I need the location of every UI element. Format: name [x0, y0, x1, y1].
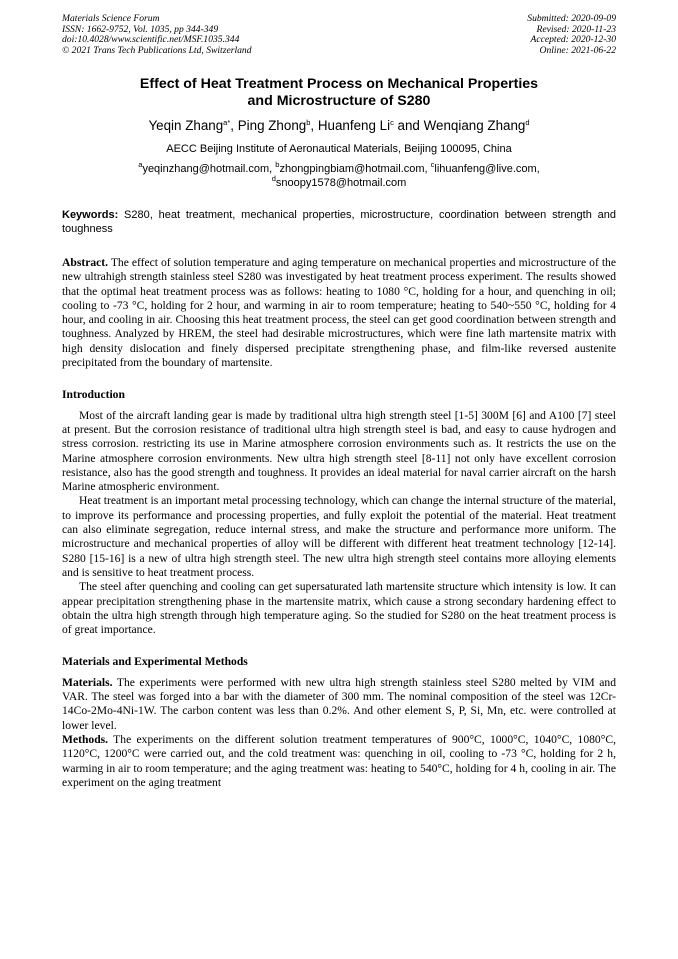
- author-4: Wenqiang Zhang: [423, 118, 526, 133]
- materials-paragraph: [62, 676, 616, 733]
- intro-paragraph-3: The steel after quenching and cooling can get supersaturated lath martensite structure which intensity is low. It can appear precipitation strengthening phase in the martensite matrix, which cause a strong secondary hardening effect to obtain the ultra high strength through high temperature aging. So the studied for S280 on the heat treatment process is of great importance.: [62, 580, 616, 637]
- email-d[interactable]: snoopy1578@hotmail.com: [275, 177, 407, 189]
- methods-heading: Materials and Experimental Methods: [62, 655, 248, 669]
- submitted-date: Submitted: 2020-09-09: [527, 13, 616, 24]
- paper-title: [62, 76, 616, 110]
- methods-paragraph: [62, 733, 616, 790]
- title-line-1: Effect of Heat Treatment Process on Mechanical Properties: [139, 76, 539, 92]
- online-date: Online: 2021-06-22: [539, 44, 616, 56]
- email-c[interactable]: lihuanfeng@live.com,: [434, 163, 540, 175]
- author-2-sup: b: [306, 118, 311, 127]
- author-4-sup: d: [525, 118, 530, 127]
- journal-info: [62, 14, 252, 56]
- author-sep: ,: [310, 118, 318, 133]
- accepted-date: Accepted: 2020-12-30: [530, 34, 616, 45]
- methods-text: The experiments on the different solution treatment temperatures of 900°C, 1000°C, 1040°C, 1080°C, 1120°C, 1200°C were carried out, and the cold treatment was: quenching in oil, cooling to -73 °C, holding for 2 h, warming in air to room temperature; and the aging treatment was: heating to 540°C, holding for 4 h, cooling in air. The experiment on the aging treatment: [62, 732, 616, 789]
- email-a[interactable]: yeqinzhang@hotmail.com,: [142, 163, 276, 175]
- keywords-text: S280, heat treatment, mechanical properties, microstructure, coordination between strength and toughness: [62, 209, 616, 235]
- materials-label: Materials.: [62, 675, 113, 689]
- author-3-sup: c: [390, 118, 394, 127]
- author-2: Ping Zhong: [237, 118, 307, 133]
- keywords: [62, 208, 616, 236]
- doi-line: doi:10.4028/www.scientific.net/MSF.1035.344: [62, 34, 240, 45]
- title-line-2: and Microstructure of S280: [247, 93, 431, 109]
- author-emails: [62, 162, 616, 190]
- email-b-sup: b: [275, 160, 280, 169]
- email-d-sup: d: [271, 174, 276, 183]
- keywords-label: Keywords:: [62, 209, 119, 221]
- author-1: Yeqin Zhang: [148, 118, 224, 133]
- abstract-label: Abstract.: [62, 256, 109, 269]
- introduction-section: [62, 409, 616, 638]
- publication-dates: [527, 14, 616, 56]
- abstract-text: The effect of solution temperature and aging temperature on mechanical properties and microstructure of the new ultrahigh strength stainless steel S280 was investigated by heat treatment process experiment. The results showed that the optimal heat treatment process was as follows: heating to 1080 °C, holding for a hour, and quenching in oil; cooling to -73 °C, holding for 2 hour, and warming in air to room temperature; heating to 540~550 °C, holding for 4 hour, and cooling in air. Choosing this heat treatment process, the steel can get good coordination between strength and toughness. Analyzed by HREM, the steel had desirable microstructures, which were fine lath martensite matrix with high density dislocation and finely dispersed precipitate strengthening phase, and film-like reversed austenite precipitated from the boundary of martensite.: [62, 256, 616, 370]
- author-list: [62, 117, 616, 134]
- abstract: [62, 256, 616, 370]
- journal-header: [62, 14, 616, 56]
- email-a-sup: a: [138, 160, 143, 169]
- materials-text: The experiments were performed with new ultra high strength stainless steel S280 melted by VIM and VAR. The steel was forged into a bar with the diameter of 300 mm. The nominal composition of the steel was 12Cr-14Co-2Mo-4Ni-1W. The carbon content was less than 0.2%. And other element S, P, Si, Mn, etc. were controlled at lower level.: [62, 675, 616, 732]
- issn-line: ISSN: 1662-9752, Vol. 1035, pp 344-349: [62, 23, 219, 35]
- author-sep: ,: [230, 118, 238, 133]
- methods-section: [62, 676, 616, 790]
- author-1-sup: a*: [223, 118, 231, 127]
- email-b[interactable]: zhongpingbiam@hotmail.com,: [279, 163, 431, 175]
- intro-paragraph-1: Most of the aircraft landing gear is made by traditional ultra high strength steel [1-5] 300M [6] and A100 [7] steel at present. But the corrosion resistance of traditional ultra high strength steel is bad, and easy to cause hydrogen and stress corrosion. restricting its use in Marine atmosphere corrosion environments such as. It restricts the use on the Marine atmosphere corrosion environments. New ultra high strength steel [8-11] not only have excellent corrosion resistance, also has the good strength and toughness. It provides an ideal material for naval carrier aircraft on the harsh Marine atmospheric environment.: [62, 408, 616, 494]
- methods-label: Methods.: [62, 732, 109, 746]
- author-and: and: [393, 118, 424, 133]
- journal-name: Materials Science Forum: [62, 13, 160, 24]
- author-3: Huanfeng Li: [317, 118, 391, 133]
- revised-date: Revised: 2020-11-23: [536, 23, 616, 35]
- email-c-sup: c: [430, 160, 435, 169]
- introduction-heading: Introduction: [62, 388, 125, 402]
- affiliation: AECC Beijing Institute of Aeronautical Materials, Beijing 100095, China: [166, 143, 512, 155]
- intro-paragraph-2: Heat treatment is an important metal processing technology, which can change the internal structure of the material, to improve its performance and processing properties, and fully exploit the potential of the material. Heat treatment can also eliminate segregation, reduce internal stress, and make the structure and performance more uniform. The microstructure and mechanical properties of alloy will be different with different heat treatment technology [12-14]. S280 [15-16] is a new of ultra high strength steel. The new ultra high strength steel contains more alloying elements and is sensitive to heat treatment process.: [62, 494, 616, 579]
- copyright-line: © 2021 Trans Tech Publications Ltd, Switzerland: [62, 44, 252, 56]
